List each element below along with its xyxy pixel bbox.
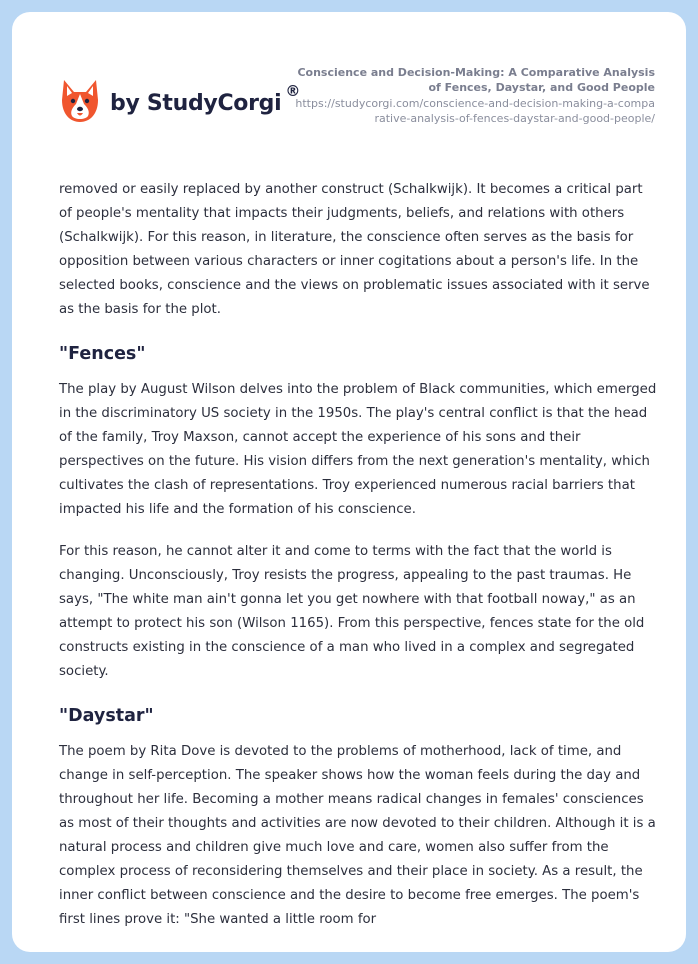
document-title: Conscience and Decision-Making: A Comparative Analysis of Fences, Daystar, and Good People [297,66,655,94]
daystar-paragraph-1: The poem by Rita Dove is devoted to the problems of motherhood, lack of time, and change in self-perception. The speaker shows how the woman feels during the day and throughout her life. Becoming a mother means radical changes in females' consciences as most of their thoughts and activities are now devoted to their children. Although it is a natural process and children give much love and care, women also suffer from the complex process of reconsidering themselves and their place in society. As a result, the inner conflict between conscience and the desire to become free emerges. The poem's first lines prove it: "She wanted a little room for [59,744,656,927]
studycorgi-logo[interactable] [60,76,300,126]
intro-paragraph: removed or easily replaced by another construct (Schalkwijk). It becomes a critical part of people's mentality that impacts their judgments, beliefs, and relations with others (Schalkwijk). For this reason, in literature, the conscience often serves as the basis for opposition between various characters or inner cogitations about a person's life. In the selected books, conscience and the views on problematic issues associated with it serve as the basis for the plot. [59,182,650,317]
brand-name: by StudyCorgi [110,90,282,116]
corgi-icon [60,78,100,124]
fences-paragraph-2: For this reason, he cannot alter it and come to terms with the fact that the world is changing. Unconsciously, Troy resists the progress, appealing to the past traumas. He says, "The white man ain't gonna let you get nowhere with that football noway," as an attempt to protect his son (Wilson 1165). From this perspective, fences state for the old constructs existing in the conscience of a man who lived in a complex and segregated society. [59,544,645,679]
section-heading-fences: "Fences" [59,344,146,364]
page-header [12,12,686,162]
document-url[interactable]: https://studycorgi.com/conscience-and-decision-making-a-comparative-analysis-of-fences-daystar-and-good-people/ [295,97,655,125]
document-meta [295,66,655,126]
document-body [59,178,659,950]
section-heading-daystar: "Daystar" [59,706,154,726]
fences-paragraph-1: The play by August Wilson delves into the problem of Black communities, which emerged in the discriminatory US society in the 1950s. The play's central conflict is that the head of the family, Troy Maxson, cannot accept the experience of his sons and their perspectives on the future. His vision differs from the next generation's mentality, which cultivates the clash of representations. Troy experienced numerous racial barriers that impacted his life and the formation of his conscience. [59,382,657,517]
registered-mark: ® [285,82,301,100]
document-page [12,12,686,952]
